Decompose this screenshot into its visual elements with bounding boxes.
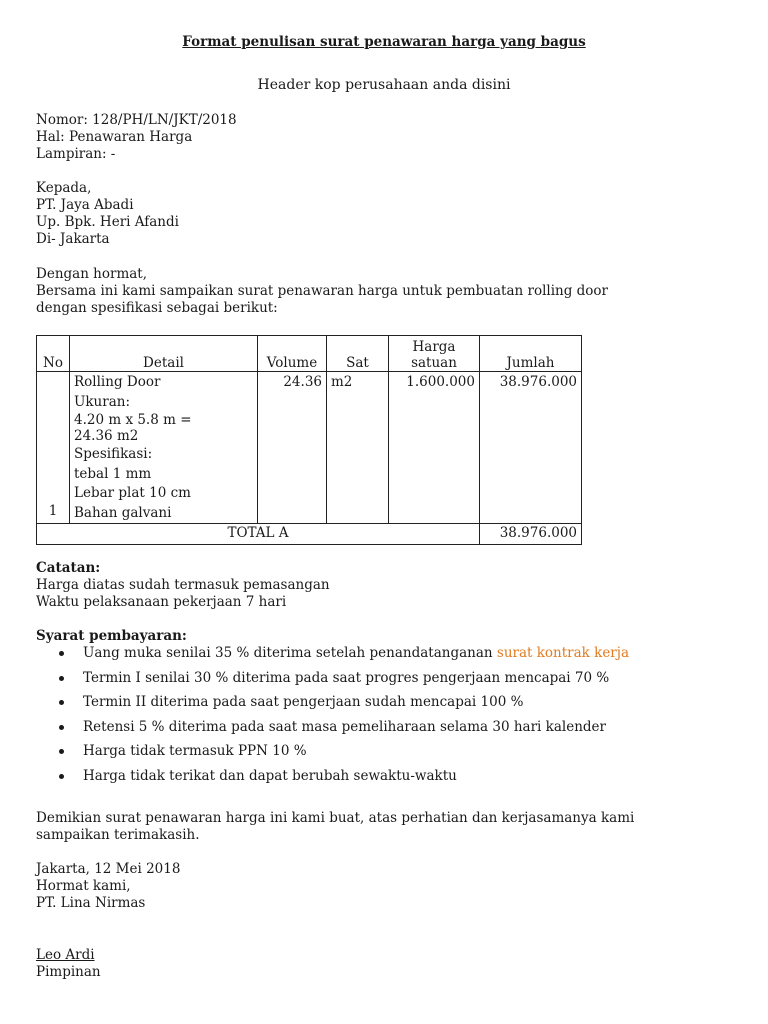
notes-line-2: Waktu pelaksanaan pekerjaan 7 hari [36, 594, 287, 610]
detail-line: tebal 1 mm [74, 465, 152, 482]
recipient-location: Di- Jakarta [36, 231, 110, 247]
recipient-greeting: Kepada, [36, 180, 92, 196]
payment-term-text: Harga tidak termasuk PPN 10 % [83, 743, 307, 760]
notes-heading: Catatan: [36, 560, 101, 576]
detail-line: Rolling Door [74, 374, 161, 390]
signature-regards: Hormat kami, [36, 878, 131, 894]
list-item [36, 670, 629, 695]
list-item [36, 743, 629, 768]
cell-harga: 1.600.000 [389, 372, 480, 524]
recipient-company: PT. Jaya Abadi [36, 197, 134, 213]
letter-subject: Hal: Penawaran Harga [36, 129, 193, 145]
closing-line-1: Demikian surat penawaran harga ini kami buat, atas perhatian dan kerjasamanya kami [36, 810, 635, 826]
bullet-icon [59, 676, 64, 681]
bullet-icon [59, 651, 64, 656]
opening-line-1: Bersama ini kami sampaikan surat penawaran harga untuk pembuatan rolling door [36, 283, 608, 299]
payment-term-text: Termin II diterima pada saat pengerjaan sudah mencapai 100 % [83, 694, 524, 711]
contract-link[interactable]: surat kontrak kerja [496, 645, 629, 661]
detail-line: Spesifikasi: [74, 446, 153, 462]
payment-term-text: Harga tidak terikat dan dapat berubah sewaktu-waktu [83, 767, 457, 784]
letter-attachment: Lampiran: - [36, 146, 116, 162]
cell-detail [70, 372, 258, 524]
col-header-volume: Volume [258, 336, 327, 372]
list-item [36, 719, 629, 744]
col-header-detail: Detail [70, 336, 258, 372]
detail-line: Ukuran: [74, 393, 130, 410]
list-item [36, 694, 629, 719]
payment-terms-list [36, 645, 629, 793]
payment-terms-heading: Syarat pembayaran: [36, 628, 187, 644]
bullet-icon [59, 725, 64, 730]
signature-place-date: Jakarta, 12 Mei 2018 [36, 861, 181, 877]
col-header-harga-line1: Harga [412, 339, 456, 355]
cell-no [37, 372, 70, 524]
letter-number: Nomor: 128/PH/LN/JKT/2018 [36, 112, 237, 128]
bullet-icon [59, 700, 64, 705]
detail-line: 4.20 m x 5.8 m = [74, 412, 192, 428]
table-header-row [37, 336, 582, 372]
detail-line: 24.36 m2 [74, 428, 139, 444]
signatory-name: Leo Ardi [36, 947, 95, 963]
price-table [36, 335, 582, 545]
total-label: TOTAL A [37, 524, 480, 545]
document-title: Format penulisan surat penawaran harga yang bagus [182, 34, 586, 50]
cell-jumlah: 38.976.000 [480, 372, 582, 524]
cell-sat: m2 [327, 372, 389, 524]
notes-line-1: Harga diatas sudah termasuk pemasangan [36, 577, 330, 593]
signature-company: PT. Lina Nirmas [36, 895, 146, 911]
total-value: 38.976.000 [480, 524, 582, 545]
table-total-row [37, 524, 582, 545]
col-header-no: No [37, 336, 70, 372]
signatory-position: Pimpinan [36, 964, 101, 980]
table-row [37, 372, 582, 524]
detail-line: Bahan galvani [74, 504, 172, 521]
closing-line-2: sampaikan terimakasih. [36, 827, 200, 843]
recipient-attention: Up. Bpk. Heri Afandi [36, 214, 179, 230]
col-header-harga-line2: satuan [411, 355, 457, 371]
list-item [36, 768, 629, 793]
cell-no-value: 1 [48, 502, 58, 519]
bullet-icon [59, 774, 64, 779]
payment-term-text: Termin I senilai 30 % diterima pada saat progres pengerjaan mencapai 70 % [83, 669, 610, 686]
bullet-icon [59, 749, 64, 754]
letterhead-placeholder: Header kop perusahaan anda disini [257, 77, 511, 93]
col-header-sat: Sat [327, 336, 389, 372]
col-header-harga-satuan [389, 336, 480, 372]
list-item [36, 645, 629, 670]
opening-line-2: dengan spesifikasi sebagai berikut: [36, 300, 278, 316]
col-header-jumlah: Jumlah [480, 336, 582, 372]
payment-term-text: Retensi 5 % diterima pada saat masa pemeliharaan selama 30 hari kalender [83, 718, 606, 735]
detail-line: Lebar plat 10 cm [74, 485, 191, 501]
payment-term-text: Uang muka senilai 35 % diterima setelah penandatanganan [83, 645, 497, 661]
salutation: Dengan hormat, [36, 266, 148, 282]
cell-volume: 24.36 [258, 372, 327, 524]
